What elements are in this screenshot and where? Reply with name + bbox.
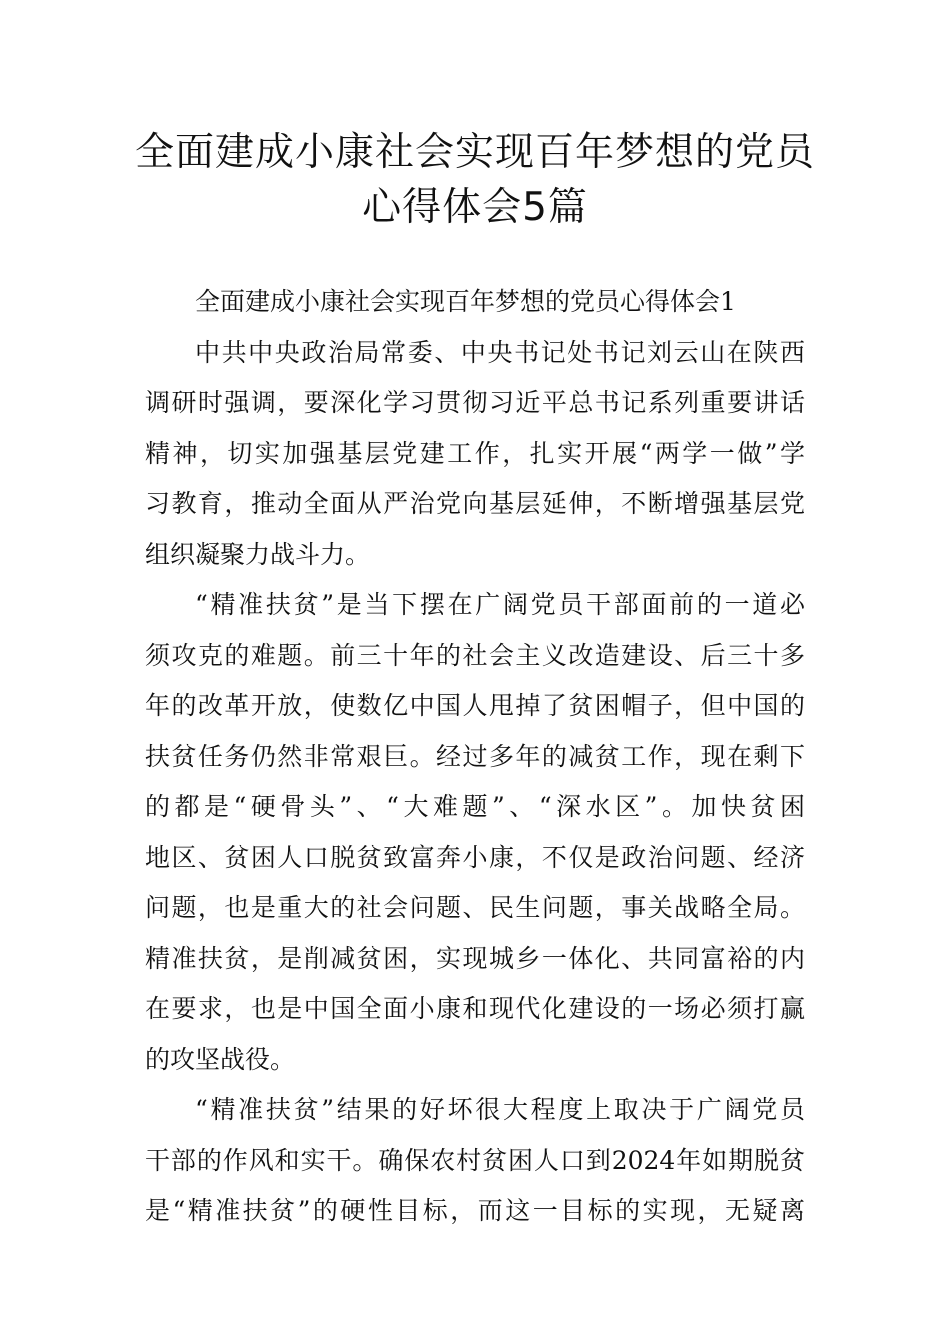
title-line-1: 全面建成小康社会实现百年梦想的党员 bbox=[134, 130, 815, 175]
paragraph-line: 精神，切实加强基层党建工作，扎实开展“两学一做”学 bbox=[145, 438, 805, 468]
paragraph-line: 年的改革开放，使数亿中国人甩掉了贫困帽子，但中国的 bbox=[145, 691, 805, 720]
paragraph-line: “精准扶贫”是当下摆在广阔党员干部面前的一道必 bbox=[195, 590, 805, 619]
paragraph-line: 在要求，也是中国全面小康和现代化建设的一场必须打赢 bbox=[145, 994, 805, 1023]
paragraph-line: 干部的作风和实干。确保农村贫困人口到2024年如期脱贫 bbox=[145, 1145, 805, 1175]
section-heading-paragraph bbox=[145, 277, 805, 328]
paragraph-line: 中共中央政治局常委、中央书记处书记刘云山在陕西 bbox=[195, 337, 805, 367]
paragraph-line: 习教育，推动全面从严治党向基层延伸，不断增强基层党 bbox=[145, 489, 805, 518]
paragraph-line: 精准扶贫，是削减贫困，实现城乡一体化、共同富裕的内 bbox=[145, 943, 805, 973]
document-title bbox=[0, 125, 950, 235]
paragraph-line: 调研时强调，要深化学习贯彻习近平总书记系列重要讲话 bbox=[145, 388, 805, 417]
title-line-2: 心得体会5篇 bbox=[362, 185, 588, 230]
paragraph-line: 须攻克的难题。前三十年的社会主义改造建设、后三十多 bbox=[145, 640, 805, 670]
paragraph-line: 问题，也是重大的社会问题、民生问题，事关战略全局。 bbox=[145, 893, 805, 922]
paragraph-line: 的攻坚战役。 bbox=[145, 1044, 296, 1074]
paragraph-2 bbox=[145, 580, 805, 1085]
paragraph-line: 地区、贫困人口脱贫致富奔小康，不仅是政治问题、经济 bbox=[145, 842, 805, 872]
section-heading: 全面建成小康社会实现百年梦想的党员心得体会1 bbox=[195, 287, 736, 316]
paragraph-line: “精准扶贫”结果的好坏很大程度上取决于广阔党员 bbox=[195, 1095, 805, 1124]
document-body bbox=[145, 277, 805, 1237]
paragraph-3 bbox=[145, 1085, 805, 1237]
paragraph-line: 组织凝聚力战斗力。 bbox=[145, 539, 371, 569]
paragraph-line: 是“精准扶贫”的硬性目标，而这一目标的实现，无疑离 bbox=[145, 1196, 805, 1225]
paragraph-line: 扶贫任务仍然非常艰巨。经过多年的减贫工作，现在剩下 bbox=[145, 741, 805, 771]
paragraph-1 bbox=[145, 328, 805, 581]
paragraph-line: 的都是“硬骨头”、“大难题”、“深水区”。加快贫困 bbox=[145, 792, 805, 821]
